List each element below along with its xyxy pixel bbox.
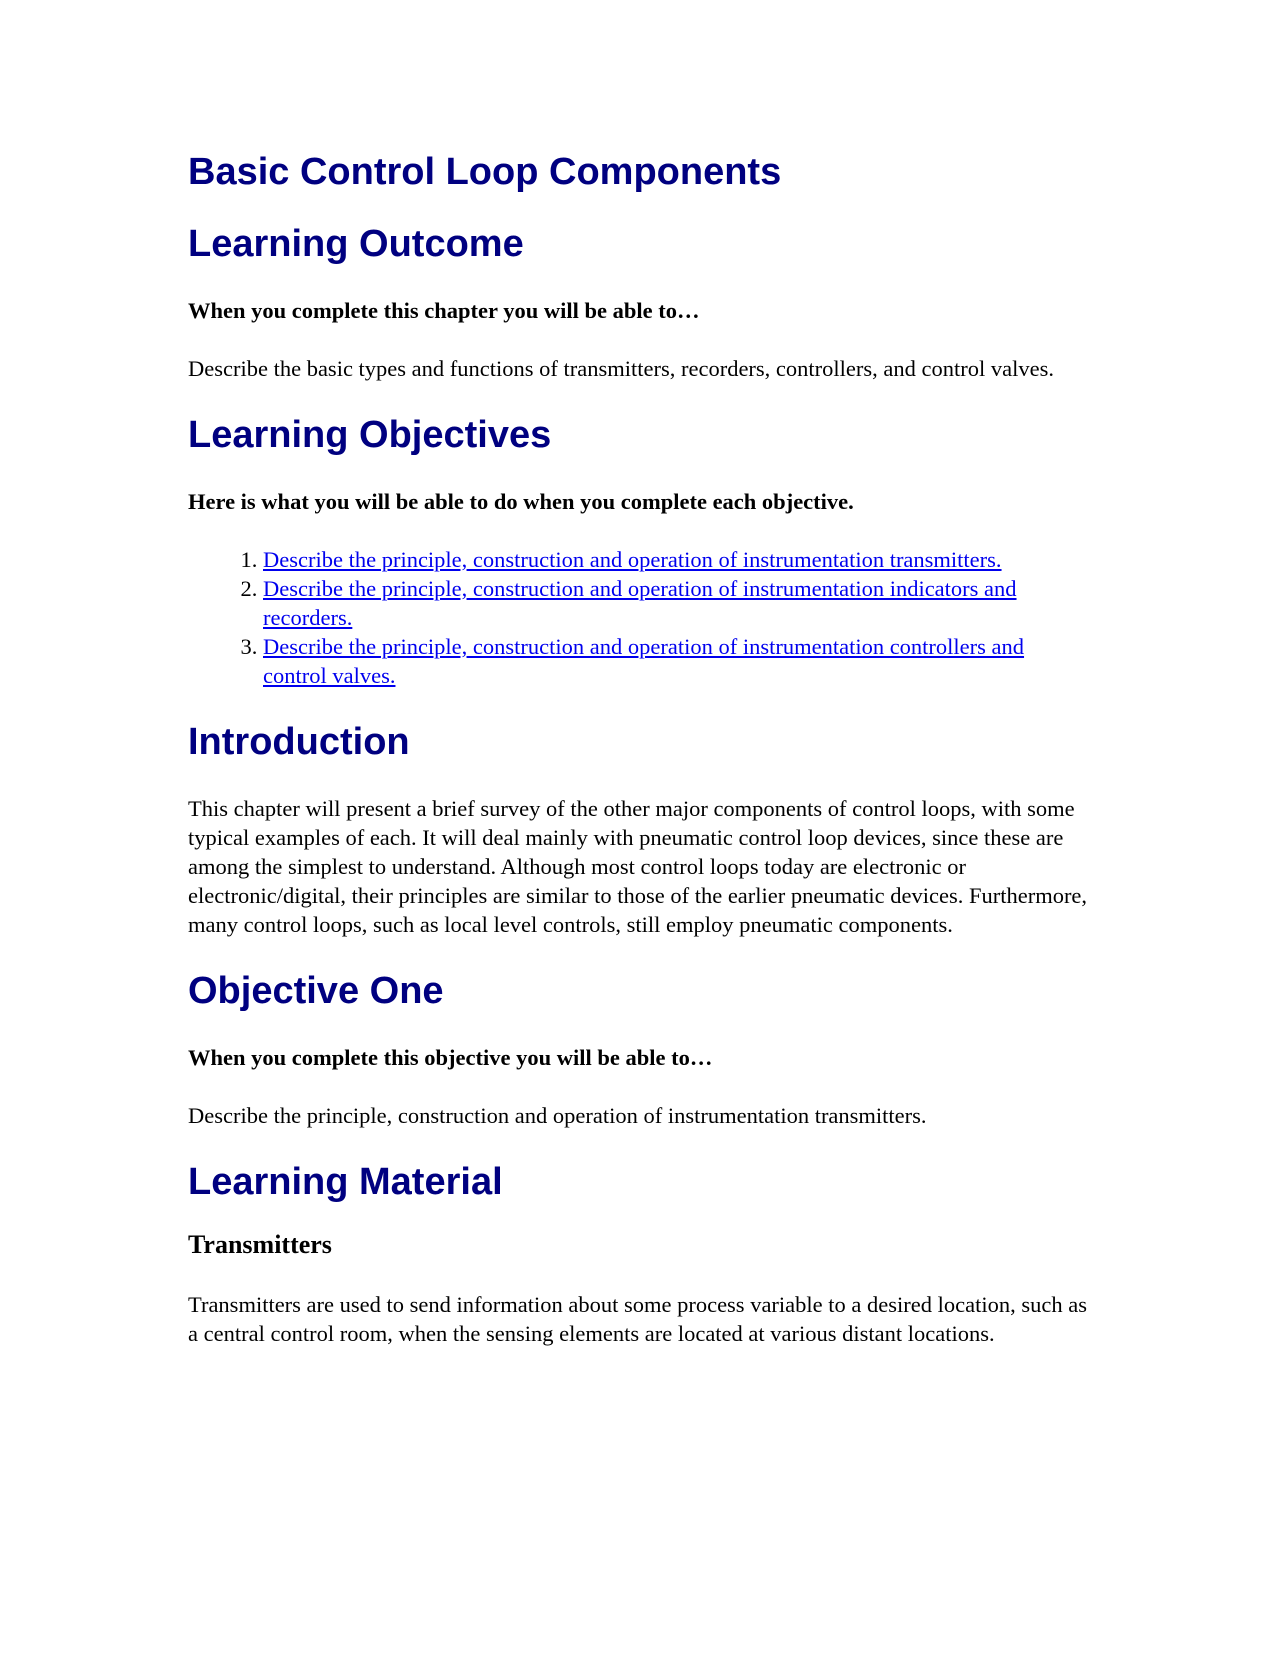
objective-list-item: [263, 574, 1088, 632]
learning-outcome-lead: When you complete this chapter you will be able to…: [188, 298, 700, 323]
objective-one-heading: Objective One: [188, 970, 444, 1012]
transmitters-text: Transmitters are used to send information about some process variable to a desired location, such as a central control room, when the sensing elements are located at various distant locations.: [188, 1292, 1087, 1346]
introduction-text: This chapter will present a brief survey of the other major components of control loops, with some typical examples of each. It will deal mainly with pneumatic control loop devices, since these are among the simplest to understand. Although most control loops today are electronic or electronic/digital, their principles are similar to those of the earlier pneumatic devices. Furthermore, many control loops, such as local level controls, still employ pneumatic components.: [188, 796, 1088, 937]
transmitters-subheading: Transmitters: [188, 1230, 332, 1259]
objective-link-2[interactable]: Describe the principle, construction and operation of instrumentation indicators and recorders.: [263, 576, 1017, 630]
learning-material-heading: Learning Material: [188, 1161, 503, 1203]
document-title: Basic Control Loop Components: [188, 151, 782, 193]
objective-one-lead: When you complete this objective you will be able to…: [188, 1045, 713, 1070]
document-page: [188, 140, 1088, 1348]
objective-list-item: [263, 632, 1088, 690]
learning-objectives-heading: Learning Objectives: [188, 414, 552, 456]
learning-outcome-heading: Learning Outcome: [188, 223, 524, 265]
objective-link-3[interactable]: Describe the principle, construction and operation of instrumentation controllers and control valves.: [263, 634, 1025, 688]
learning-objectives-lead: Here is what you will be able to do when you complete each objective.: [188, 489, 854, 514]
introduction-heading: Introduction: [188, 721, 410, 763]
objective-one-text: Describe the principle, construction and operation of instrumentation transmitters.: [188, 1103, 927, 1128]
objectives-list: [188, 545, 1088, 690]
objective-list-item: [263, 545, 1088, 574]
learning-outcome-text: Describe the basic types and functions of transmitters, recorders, controllers, and control valves.: [188, 356, 1054, 381]
objective-link-1[interactable]: Describe the principle, construction and operation of instrumentation transmitters.: [263, 547, 1002, 572]
